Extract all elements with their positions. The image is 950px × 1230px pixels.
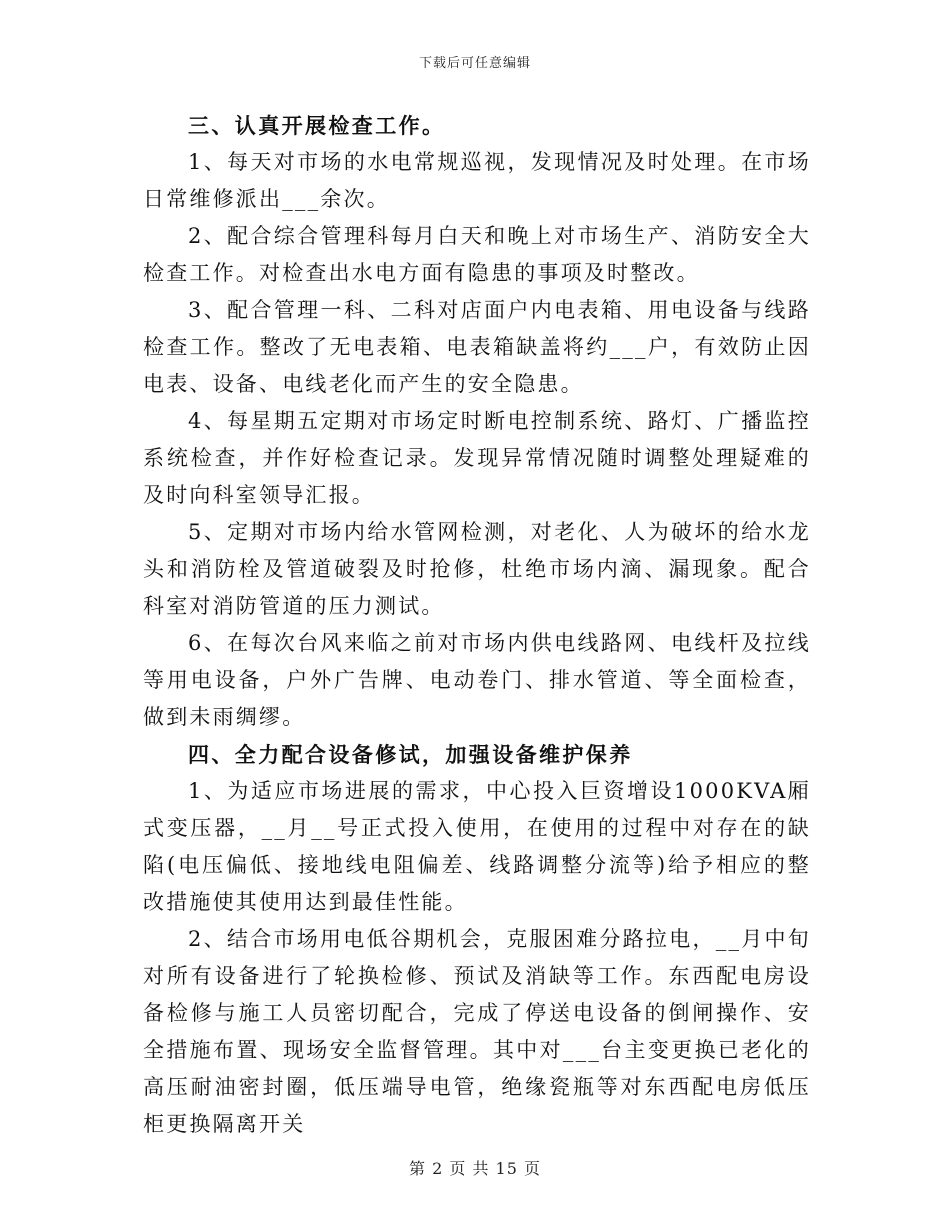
paragraph-3-2: 2、配合综合管理科每月白天和晚上对市场生产、消防安全大检查工作。对检查出水电方面有隐患的事项及时整改。: [143, 224, 811, 285]
section-heading-4: 四、全力配合设备修试，加强设备维护保养: [188, 742, 633, 767]
paragraph-3-5: 5、定期对市场内给水管网检测，对老化、人为破坏的给水龙头和消防栓及管道破裂及时抢修，杜绝市场内滴、漏现象。配合科室对消防管道的压力测试。: [143, 520, 811, 618]
paragraph-3-6: 6、在每次台风来临之前对市场内供电线路网、电线杆及拉线等用电设备，户外广告牌、电动卷门、排水管道、等全面检查，做到未雨绸缪。: [143, 631, 811, 729]
paragraph-4-1: 1、为适应市场进展的需求，中心投入巨资增设1000KVA厢式变压器，__月__号正式投入使用，在使用的过程中对存在的缺陷(电压偏低、接地线电阻偏差、线路调整分流等)给予相应的整改措施使其使用达到最佳性能。: [143, 779, 811, 914]
section-heading-3: 三、认真开展检查工作。: [188, 113, 446, 138]
paragraph-3-4: 4、每星期五定期对市场定时断电控制系统、路灯、广播监控系统检查，并作好检查记录。发现异常情况随时调整处理疑难的及时向科室领导汇报。: [143, 409, 811, 507]
page-number: 第 2 页 共 15 页: [409, 1159, 541, 1178]
paragraph-3-3: 3、配合管理一科、二科对店面户内电表箱、用电设备与线路检查工作。整改了无电表箱、电表箱缺盖将约___户，有效防止因电表、设备、电线老化而产生的安全隐患。: [143, 298, 811, 396]
paragraph-3-1: 1、每天对市场的水电常规巡视，发现情况及时处理。在市场日常维修派出___余次。: [143, 150, 811, 211]
paragraph-4-2: 2、结合市场用电低谷期机会，克服困难分路拉电，__月中旬对所有设备进行了轮换检修、预试及消缺等工作。东西配电房设备检修与施工人员密切配合，完成了停送电设备的倒闸操作、安全措施布置、现场安全监督管理。其中对___台主变更换已老化的高压耐油密封圈，低压端导电管，绝缘瓷瓶等对东西配电房低压柜更换隔离开关: [143, 927, 811, 1136]
page-header: 下载后可任意编辑: [418, 56, 531, 71]
document-body: [143, 107, 811, 1143]
